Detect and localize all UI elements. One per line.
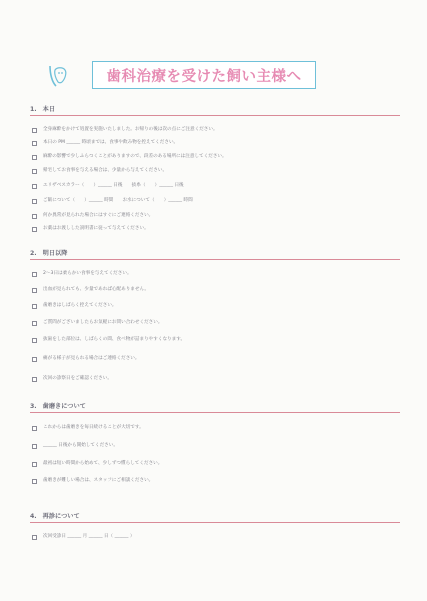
list-item: お薬はお渡しした説明書に従って与えてください。 <box>32 226 391 232</box>
list-item: 本日の PM ______ 時頃までは、食事や飲み物を控えてください。 <box>32 140 391 146</box>
checkbox[interactable] <box>32 288 37 293</box>
checkbox[interactable] <box>32 426 37 431</box>
checkbox[interactable] <box>32 199 37 204</box>
list-item: 歯磨きが難しい場合は、スタッフにご相談ください。 <box>32 478 391 484</box>
list-item: 2〜3日は柔らかい食事を与えてください。 <box>32 271 391 277</box>
section-brushing <box>30 401 400 413</box>
section-number: 4. <box>30 513 37 520</box>
section-number: 2. <box>30 250 37 257</box>
section-title: 歯磨きについて <box>42 403 86 410</box>
checkbox[interactable] <box>32 227 37 232</box>
checkbox[interactable] <box>32 272 37 277</box>
section-heading <box>30 248 400 260</box>
list-item: エリザベスカラー（ ）______ 日後 抜糸（ ）______ 日後 <box>32 183 391 189</box>
list-item: これからは歯磨きを毎日続けることが大切です。 <box>32 425 391 431</box>
section-number: 3. <box>30 403 37 410</box>
checkbox[interactable] <box>32 462 37 467</box>
list-item: 帰宅してお食事を与える場合は、少量から与えてください。 <box>32 168 391 174</box>
title-box <box>92 61 316 89</box>
section-after <box>30 248 400 260</box>
section-heading <box>30 104 400 116</box>
checkbox[interactable] <box>32 357 37 362</box>
checkbox[interactable] <box>32 444 37 449</box>
list-item: 歯磨きはしばらく控えてください。 <box>32 303 391 309</box>
list-item: 抜歯をした部位は、しばらくの間、食べ物が詰まりやすくなります。 <box>32 337 391 343</box>
checkbox[interactable] <box>32 377 37 382</box>
clinic-logo-icon <box>44 60 74 90</box>
list-item: 何か異常が見られた場合にはすぐにご連絡ください。 <box>32 213 391 219</box>
section-title: 明日以降 <box>42 250 68 257</box>
checkbox[interactable] <box>32 321 37 326</box>
checkbox[interactable] <box>32 214 37 219</box>
section-title: 再診について <box>42 513 80 520</box>
checkbox[interactable] <box>32 155 37 160</box>
list-item: 次回受診日 ______ 月 ______ 日（ ______ ） <box>32 534 391 540</box>
list-item: ご質問がございましたらお気軽にお問い合わせください。 <box>32 320 391 326</box>
list-item: 最初は短い時間から始めて、少しずつ慣らしてください。 <box>32 461 391 467</box>
list-item: ______ 日後から開始してください。 <box>32 443 391 449</box>
checkbox[interactable] <box>32 535 37 540</box>
section-number: 1. <box>30 106 37 113</box>
section-revisit <box>30 511 400 523</box>
checkbox[interactable] <box>32 479 37 484</box>
checkbox[interactable] <box>32 304 37 309</box>
checkbox[interactable] <box>32 128 37 133</box>
list-item: 全身麻酔をかけて処置を実施いたしました。お帰りの後は次の点にご注意ください。 <box>32 127 391 133</box>
section-today <box>30 104 400 116</box>
checkbox[interactable] <box>32 141 37 146</box>
list-item: 痛がる様子が見られる場合はご連絡ください。 <box>32 356 391 362</box>
checkbox[interactable] <box>32 184 37 189</box>
section-title: 本日 <box>42 106 56 113</box>
list-item: 出血が見られても、少量であれば心配ありません。 <box>32 287 391 293</box>
page-title: 歯科治療を受けた飼い主様へ <box>106 68 302 85</box>
checkbox[interactable] <box>32 169 37 174</box>
list-item: 麻酔の影響で少しふらつくことがありますので、段差のある場所には注意してください。 <box>32 154 391 160</box>
checkbox[interactable] <box>32 338 37 343</box>
section-heading <box>30 401 400 413</box>
list-item: 次回の診察日をご確認ください。 <box>32 376 391 382</box>
list-item: ご飯について（ ）______ 時間 お水について（ ）______ 時間 <box>32 198 391 204</box>
section-heading <box>30 511 400 523</box>
